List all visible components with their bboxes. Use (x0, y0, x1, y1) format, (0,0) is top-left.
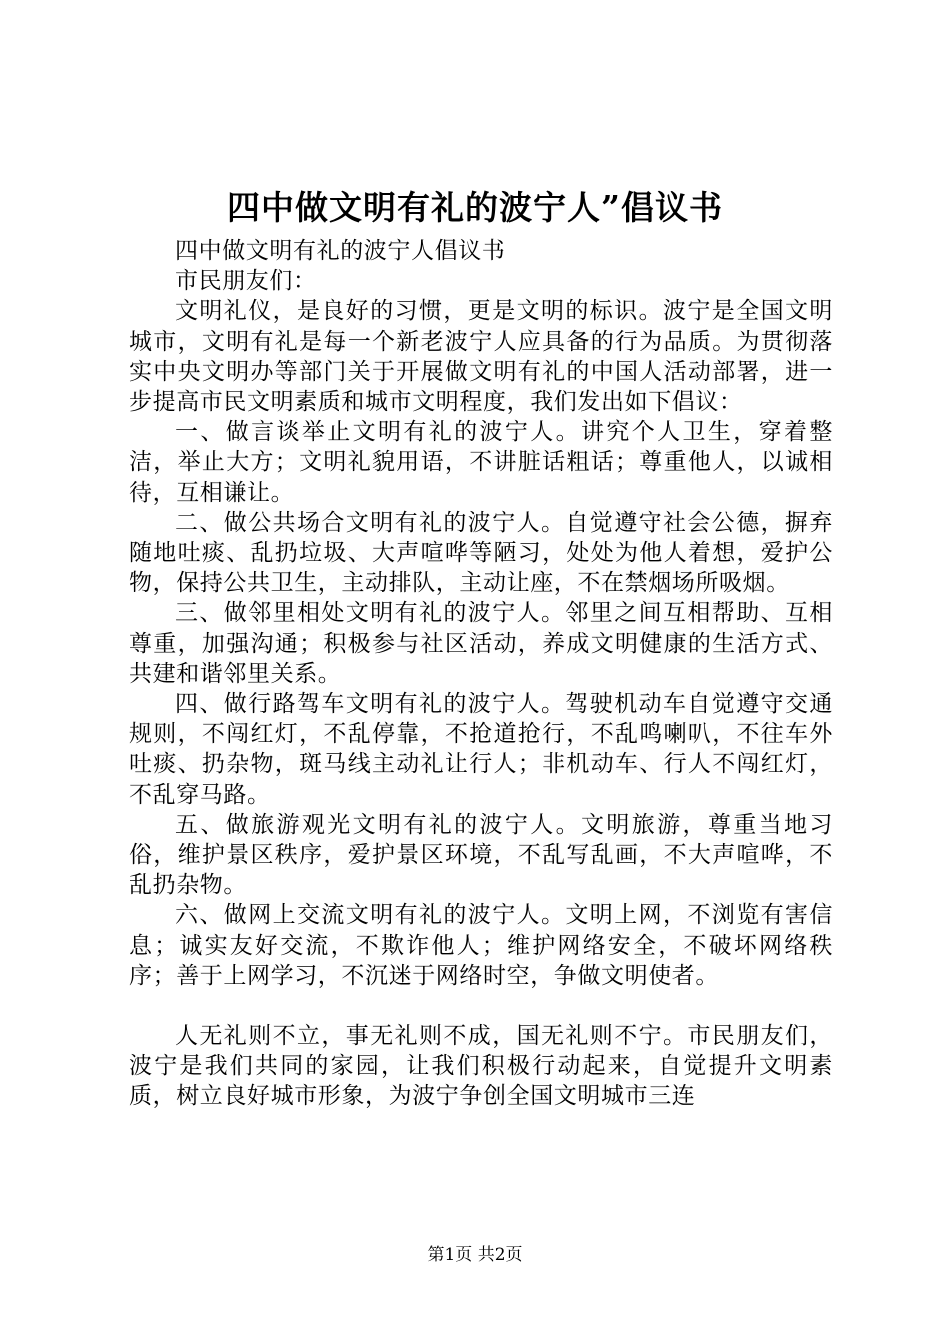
proposal-paragraph-4: 四、做行路驾车文明有礼的波宁人。驾驶机动车自觉遵守交通规则，不闯红灯，不乱停靠，不抢道抢行，不乱鸣喇叭，不往车外吐痰、扔杂物，斑马线主动礼让行人；非机动车、行人不闯红灯，不乱穿马路。 (129, 691, 833, 808)
proposal-paragraph-6: 六、做网上交流文明有礼的波宁人。文明上网，不浏览有害信息；诚实友好交流，不欺诈他人；维护网络安全，不破坏网络秩序；善于上网学习，不沉迷于网络时空，争做文明使者。 (129, 902, 833, 989)
proposal-paragraph-2: 二、做公共场合文明有礼的波宁人。自觉遵守社会公德，摒弃随地吐痰、乱扔垃圾、大声喧哗等陋习，处处为他人着想，爱护公物，保持公共卫生，主动排队，主动让座，不在禁烟场所吸烟。 (129, 509, 833, 597)
document-title: 四中做文明有礼的波宁人”倡议书 (227, 188, 723, 227)
proposal-paragraph-3: 三、做邻里相处文明有礼的波宁人。邻里之间互相帮助、互相尊重，加强沟通；积极参与社区活动，养成文明健康的生活方式、共建和谐邻里关系。 (129, 600, 833, 687)
salutation-paragraph: 市民朋友们： (175, 268, 317, 295)
subtitle-paragraph: 四中做文明有礼的波宁人倡议书 (175, 238, 506, 264)
intro-paragraph: 文明礼仪，是良好的习惯，更是文明的标识。波宁是全国文明城市，文明有礼是每一个新老波宁人应具备的行为品质。为贯彻落实中央文明办等部门关于开展做文明有礼的中国人活动部署，进一步提高市民文明素质和城市文明程度，我们发出如下倡议： (129, 298, 833, 416)
closing-paragraph: 人无礼则不立，事无礼则不成，国无礼则不宁。市民朋友们，波宁是我们共同的家园，让我们积极行动起来，自觉提升文明素质，树立良好城市形象，为波宁争创全国文明城市三连 (129, 1023, 833, 1110)
page-number-footer: 第1页 共2页 (427, 1245, 523, 1265)
proposal-paragraph-1: 一、做言谈举止文明有礼的波宁人。讲究个人卫生，穿着整洁，举止大方；文明礼貌用语，不讲脏话粗话；尊重他人，以诚相待，互相谦让。 (129, 419, 833, 506)
document-body (129, 236, 833, 1112)
proposal-paragraph-5: 五、做旅游观光文明有礼的波宁人。文明旅游，尊重当地习俗，维护景区秩序，爱护景区环境，不乱写乱画，不大声喧哗，不乱扔杂物。 (129, 811, 833, 899)
